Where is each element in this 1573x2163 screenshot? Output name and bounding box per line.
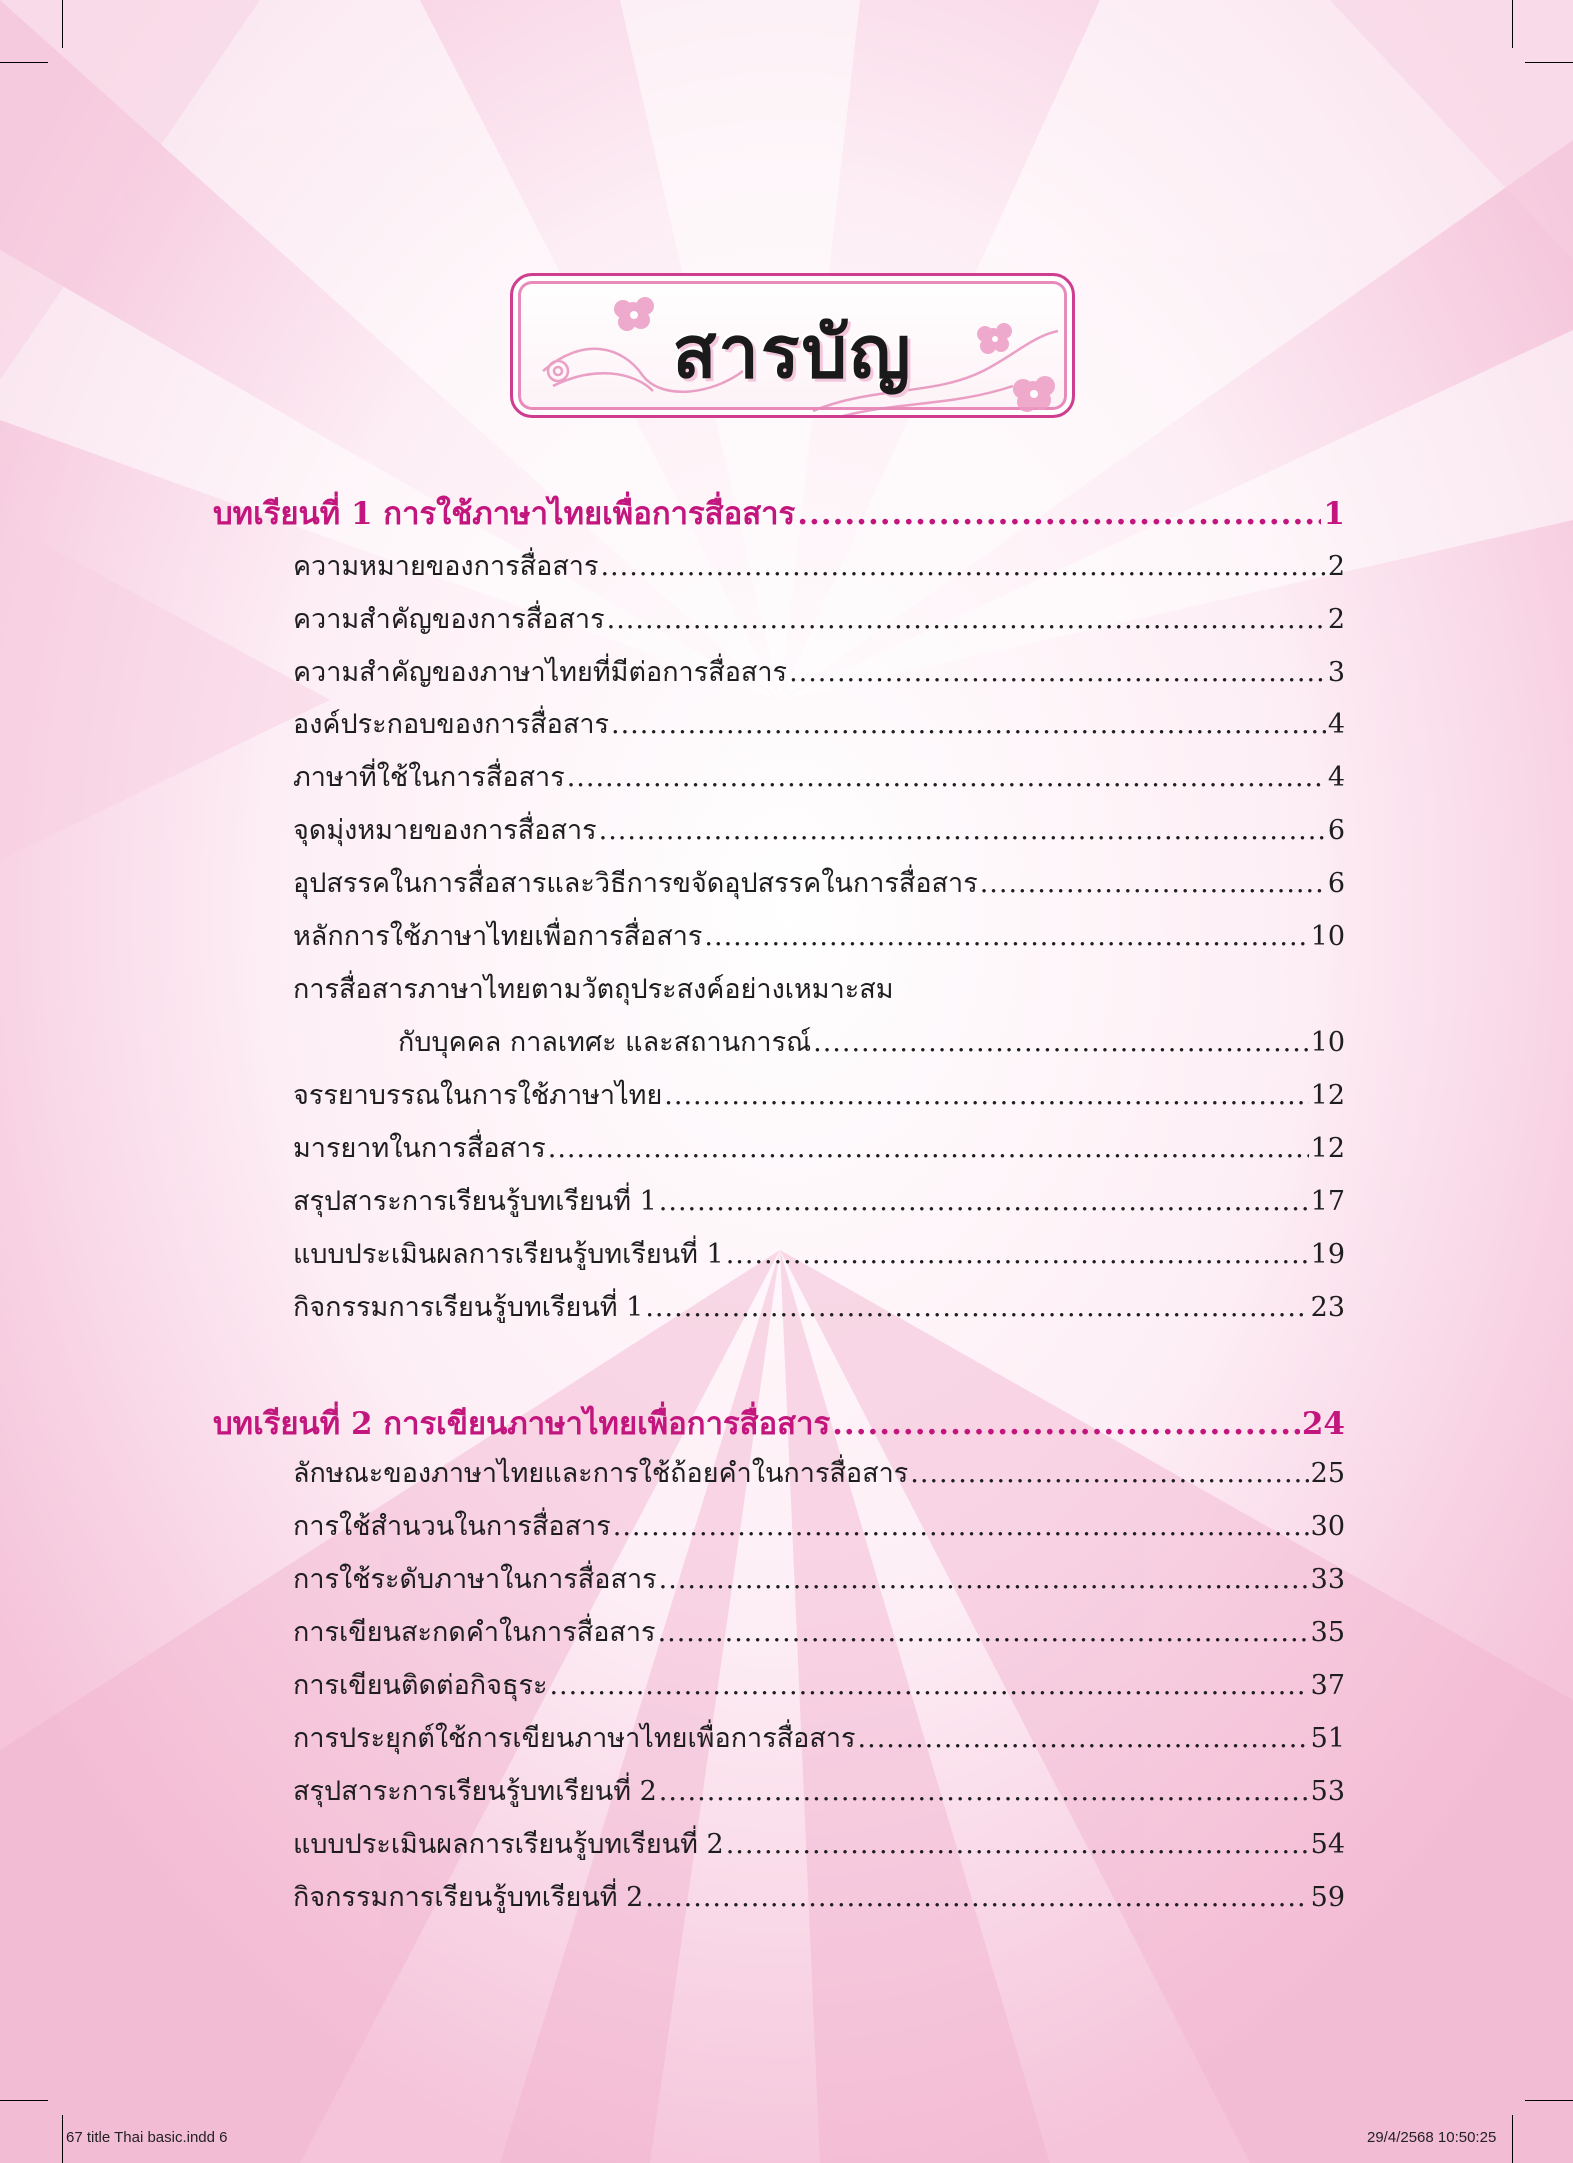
page-number: 33 [1310,1564,1345,1595]
chapter-title: บทเรียนที่ 2 การเขียนภาษาไทยเพื่อการสื่อสาร [213,1406,831,1442]
toc-chapter-entry [213,488,1345,538]
page-number: 24 [1301,1406,1345,1442]
entry-title: ลักษณะของภาษาไทยและการใช้ถ้อยคำในการสื่อสาร [293,1458,909,1489]
dot-leader [645,1292,1308,1323]
chapter-title: บทเรียนที่ 1 การใช้ภาษาไทยเพื่อการสื่อสาร [213,496,796,532]
entry-title: อุปสรรคในการสื่อสารและวิธีการขจัดอุปสรรคในการสื่อสาร [293,868,978,899]
entry-title: การสื่อสารภาษาไทยตามวัตถุประสงค์อย่างเหมาะสม [293,974,894,1005]
entry-title: การเขียนสะกดคำในการสื่อสาร [293,1617,656,1648]
footer-timestamp: 29/4/2568 10:50:25 [1367,2129,1497,2146]
entry-title: กับบุคคล กาลเทศะ และสถานการณ์ [398,1027,812,1058]
entry-title: องค์ประกอบของการสื่อสาร [293,709,610,740]
dot-leader [813,1027,1309,1058]
page-number: 4 [1327,709,1345,740]
toc-entry [293,1875,1345,1918]
entry-title: ความสำคัญของการสื่อสาร [293,604,605,635]
page-number: 4 [1327,762,1345,793]
page-number: 2 [1327,551,1345,582]
entry-title: การเขียนติดต่อกิจธุระ [293,1670,548,1701]
toc-entry [293,1232,1345,1275]
dot-leader [797,496,1321,532]
toc-entry [293,702,1345,745]
page-number: 25 [1310,1458,1345,1489]
entry-title: จรรยาบรรณในการใช้ภาษาไทย [293,1080,663,1111]
toc-entry [293,1451,1345,1494]
entry-title: สรุปสาระการเรียนรู้บทเรียนที่ 2 [293,1776,657,1807]
toc-entry [293,544,1345,587]
toc-chapter-entry [213,1398,1345,1448]
page-number: 6 [1327,868,1345,899]
toc-entry [293,808,1345,851]
dot-leader [613,1511,1309,1542]
dot-leader [645,1882,1308,1913]
entry-title: การใช้สำนวนในการสื่อสาร [293,1511,611,1542]
crop-mark [62,0,63,48]
page-number: 53 [1310,1776,1345,1807]
page-number: 54 [1310,1829,1345,1860]
toc-entry [293,1557,1345,1600]
crop-mark [1512,0,1513,48]
entry-title: กิจกรรมการเรียนรู้บทเรียนที่ 1 [293,1292,644,1323]
page-number: 51 [1310,1723,1345,1754]
toc-entry [293,1610,1345,1653]
page-number: 3 [1327,657,1345,688]
toc-entry [293,1504,1345,1547]
entry-title: ภาษาที่ใช้ในการสื่อสาร [293,762,565,793]
crop-mark [1525,2100,1573,2101]
dot-leader [567,762,1326,793]
dot-leader [858,1723,1309,1754]
page-number: 12 [1310,1133,1345,1164]
crop-mark [0,2100,48,2101]
toc-entry [293,1179,1345,1222]
entry-title: ความหมายของการสื่อสาร [293,551,599,582]
page-number: 30 [1310,1511,1345,1542]
crop-mark [0,62,48,63]
entry-title: สรุปสาระการเรียนรู้บทเรียนที่ 1 [293,1186,657,1217]
page-number: 37 [1310,1670,1345,1701]
entry-title: การประยุกต์ใช้การเขียนภาษาไทยเพื่อการสื่อสาร [293,1723,856,1754]
page-number: 35 [1310,1617,1345,1648]
toc-entry [293,1663,1345,1706]
dot-leader [910,1458,1308,1489]
entry-title: มารยาทในการสื่อสาร [293,1133,546,1164]
page-number: 10 [1310,1027,1345,1058]
dot-leader [726,1239,1309,1270]
toc-entry [293,1073,1345,1116]
title-frame [510,273,1075,418]
page-number: 10 [1310,921,1345,952]
crop-mark [1525,62,1573,63]
dot-leader [789,657,1326,688]
dot-leader [611,709,1326,740]
dot-leader [599,815,1326,846]
entry-title: ความสำคัญของภาษาไทยที่มีต่อการสื่อสาร [293,657,788,688]
entry-title: กิจกรรมการเรียนรู้บทเรียนที่ 2 [293,1882,644,1913]
toc-entry [293,1285,1345,1328]
dot-leader [548,1133,1309,1164]
toc-entry [293,597,1345,640]
crop-mark [62,2115,63,2163]
dot-leader [832,1406,1300,1442]
toc-entry [293,1716,1345,1759]
dot-leader [659,1186,1309,1217]
dot-leader [726,1829,1309,1860]
entry-title: หลักการใช้ภาษาไทยเพื่อการสื่อสาร [293,921,703,952]
page-number: 6 [1327,815,1345,846]
dot-leader [704,921,1308,952]
entry-title: แบบประเมินผลการเรียนรู้บทเรียนที่ 2 [293,1829,724,1860]
dot-leader [600,551,1325,582]
page-title: สารบัญ [672,310,913,394]
dot-leader [659,1564,1309,1595]
toc-entry [293,861,1345,904]
crop-mark [1512,2115,1513,2163]
dot-leader [980,868,1326,899]
dot-leader [658,1617,1309,1648]
dot-leader [549,1670,1308,1701]
toc-entry [293,967,1345,1010]
page-number: 19 [1310,1239,1345,1270]
toc-entry [293,1822,1345,1865]
entry-title: แบบประเมินผลการเรียนรู้บทเรียนที่ 1 [293,1239,724,1270]
toc-entry [293,914,1345,957]
page-number: 12 [1310,1080,1345,1111]
toc-entry [293,1769,1345,1812]
dot-leader [607,604,1326,635]
page-number: 1 [1323,496,1345,532]
footer-file-name: 67 title Thai basic.indd 6 [66,2129,228,2146]
toc-entry [293,1126,1345,1169]
toc-entry [293,650,1345,693]
entry-title: จุดมุ่งหมายของการสื่อสาร [293,815,597,846]
toc-entry [398,1020,1345,1063]
page-number: 2 [1327,604,1345,635]
toc-entry [293,755,1345,798]
dot-leader [659,1776,1309,1807]
dot-leader [664,1080,1308,1111]
page-number: 23 [1310,1292,1345,1323]
entry-title: การใช้ระดับภาษาในการสื่อสาร [293,1564,657,1595]
page-number: 17 [1310,1186,1345,1217]
page-number: 59 [1310,1882,1345,1913]
